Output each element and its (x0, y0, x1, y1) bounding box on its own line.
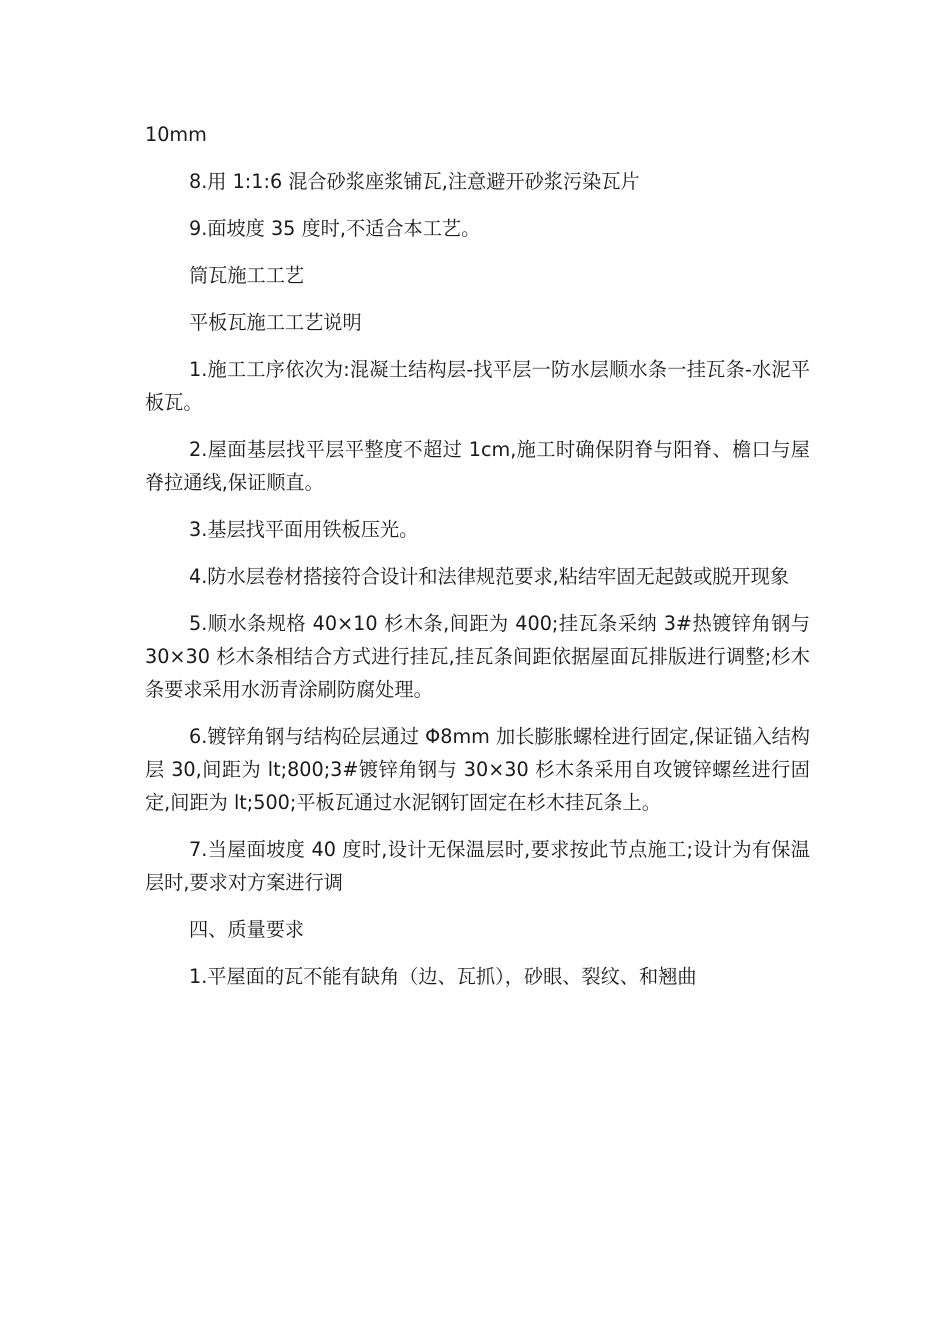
section-heading-flat-tile: 平板瓦施工工艺说明 (189, 311, 362, 334)
document-page (145, 118, 810, 1007)
paragraph-9: 4.防水层卷材搭接符合设计和法律规范要求,粘结牢固无起鼓或脱开现象 (189, 565, 790, 588)
paragraph-3: 9.面坡度 35 度时,不适合本工艺。 (189, 217, 481, 240)
paragraph-2: 8.用 1:1:6 混合砂浆座浆铺瓦,注意避开砂浆污染瓦片 (189, 170, 640, 193)
section-heading-quality: 四、质量要求 (189, 918, 305, 941)
paragraph-7: 2.屋面基层找平层平整度不超过 1cm,施工时确保阴脊与阳脊、檐口与屋脊拉通线,保证顺直。 (145, 438, 810, 494)
paragraph-11: 6.镀锌角钢与结构砼层通过 Φ8mm 加长膨胀螺栓进行固定,保证锚入结构层 30,间距为 lt;800;3#镀锌角钢与 30×30 杉木条采用自攻镀锌螺丝进行固定,间距为 lt;500;平板瓦通过水泥钢钉固定在杉木挂瓦条上。 (145, 725, 810, 814)
paragraph-14: 1.平屋面的瓦不能有缺角（边、瓦抓），砂眼、裂纹、和翘曲 (189, 965, 697, 988)
paragraph-8: 3.基层找平面用铁板压光。 (189, 518, 419, 541)
paragraph-12: 7.当屋面坡度 40 度时,设计无保温层时,要求按此节点施工;设计为有保温层时,要求对方案进行调 (145, 838, 810, 894)
section-heading-tube-tile: 筒瓦施工工艺 (189, 264, 305, 287)
paragraph-10: 5.顺水条规格 40×10 杉木条,间距为 400;挂瓦条采纳 3#热镀锌角钢与 30×30 杉木条相结合方式进行挂瓦,挂瓦条间距依据屋面瓦排版进行调整;杉木条要求采用水沥青涂刷防腐处理。 (145, 612, 810, 701)
paragraph-1: 10mm (145, 123, 207, 146)
paragraph-6: 1.施工工序依次为:混凝土结构层-找平层一防水层顺水条一挂瓦条-水泥平板瓦。 (145, 358, 810, 414)
